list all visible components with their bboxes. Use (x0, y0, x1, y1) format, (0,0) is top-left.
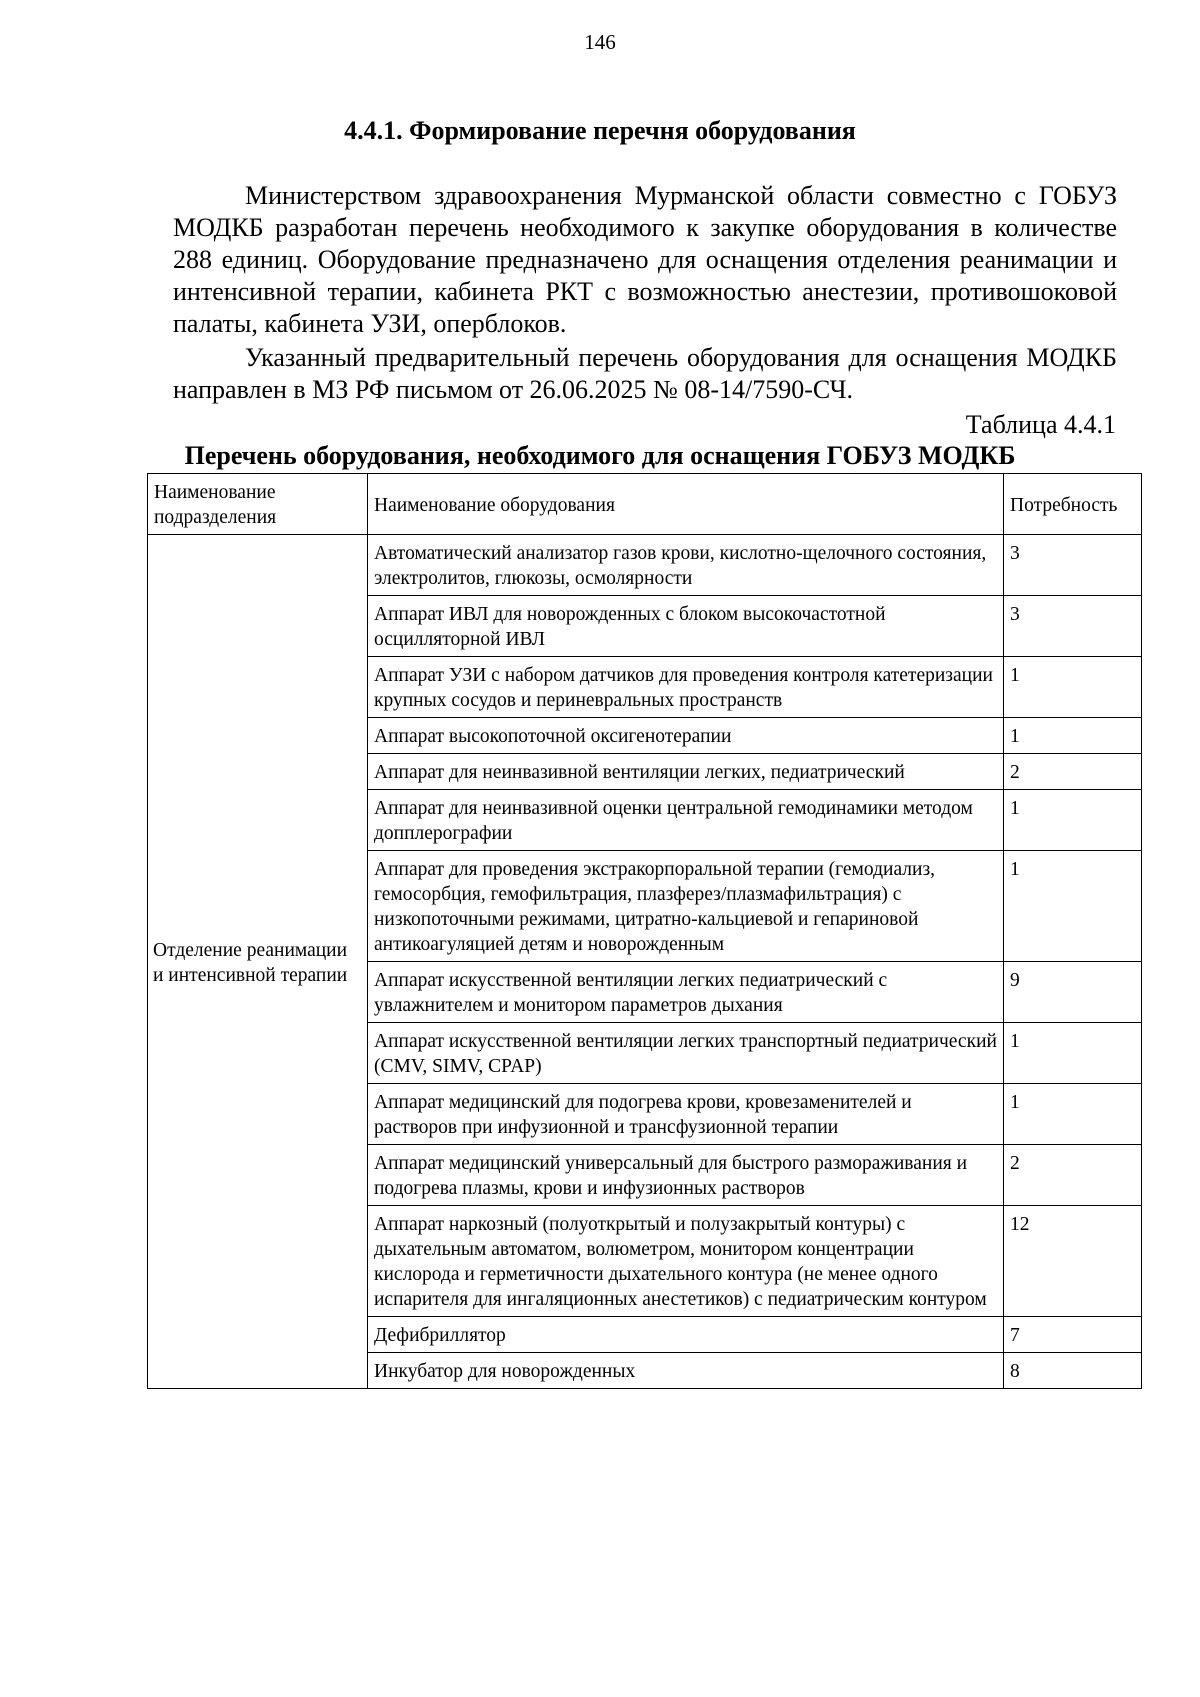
equipment-name-cell: Аппарат медицинский для подогрева крови, кровезаменителей и растворов при инфузионной и трансфузионной терапии (368, 1084, 1004, 1145)
need-cell: 2 (1004, 754, 1142, 790)
equipment-name-cell: Аппарат для проведения экстракорпоральной терапии (гемодиализ, гемосорбция, гемофильтрация, плазферез/плазмафильтрация) с низкопоточными режимами, цитратно-кальциевой и гепариновой антикоагуляцией детям и новорожденным (368, 851, 1004, 962)
need-cell: 1 (1004, 851, 1142, 962)
need-cell: 1 (1004, 718, 1142, 754)
need-cell: 8 (1004, 1353, 1142, 1389)
equipment-name-cell: Аппарат ИВЛ для новорожденных с блоком высокочастотной осцилляторной ИВЛ (368, 596, 1004, 657)
equipment-name-cell: Автоматический анализатор газов крови, кислотно-щелочного состояния, электролитов, глюкозы, осмолярности (368, 535, 1004, 596)
need-cell: 1 (1004, 790, 1142, 851)
header-department: Наименование подразделения (148, 474, 368, 535)
equipment-name-cell: Аппарат медицинский универсальный для быстрого размораживания и подогрева плазмы, крови и инфузионных растворов (368, 1145, 1004, 1206)
need-cell: 1 (1004, 1023, 1142, 1084)
equipment-table-body (148, 474, 1142, 1389)
equipment-name-cell: Аппарат для неинвазивной оценки центральной гемодинамики методом допплерографии (368, 790, 1004, 851)
page-number: 146 (584, 30, 616, 54)
equipment-name-cell: Аппарат искусственной вентиляции легких педиатрический с увлажнителем и монитором параметров дыхания (368, 962, 1004, 1023)
need-cell: 12 (1004, 1206, 1142, 1317)
need-cell: 2 (1004, 1145, 1142, 1206)
equipment-name-cell: Аппарат для неинвазивной вентиляции легких, педиатрический (368, 754, 1004, 790)
table-title: Перечень оборудования, необходимого для оснащения ГОБУЗ МОДКБ (184, 441, 1016, 470)
paragraph-2: Указанный предварительный перечень оборудования для оснащения МОДКБ направлен в МЗ РФ письмом от 26.06.2025 № 08-14/7590-СЧ. (173, 343, 1117, 404)
paragraph-1: Министерством здравоохранения Мурманской области совместно с ГОБУЗ МОДКБ разработан перечень необходимого к закупке оборудования в количестве 288 единиц. Оборудование предназначено для оснащения отделения реанимации и интенсивной терапии, кабинета РКТ с возможностью анестезии, противошоковой палаты, кабинета УЗИ, оперблоков. (173, 181, 1117, 338)
equipment-name-cell: Аппарат высокопоточной оксигенотерапии (368, 718, 1004, 754)
equipment-name-cell: Дефибриллятор (368, 1317, 1004, 1353)
header-equipment: Наименование оборудования (368, 474, 1004, 535)
need-cell: 1 (1004, 1084, 1142, 1145)
need-cell: 7 (1004, 1317, 1142, 1353)
equipment-table (147, 473, 1142, 1389)
need-cell: 9 (1004, 962, 1142, 1023)
equipment-name-cell: Инкубатор для новорожденных (368, 1353, 1004, 1389)
table-header-row (148, 474, 1142, 535)
need-cell: 3 (1004, 596, 1142, 657)
table-row (148, 535, 1142, 596)
department-cell: Отделение реанимации и интенсивной терапии (148, 535, 368, 1389)
table-label: Таблица 4.4.1 (965, 410, 1116, 439)
section-heading: 4.4.1. Формирование перечня оборудования (344, 116, 856, 145)
header-need: Потребность (1004, 474, 1142, 535)
need-cell: 1 (1004, 657, 1142, 718)
equipment-name-cell: Аппарат наркозный (полуоткрытый и полузакрытый контуры) с дыхательным автоматом, волюметром, монитором концентрации кислорода и герметичности дыхательного контура (не менее одного испарителя для ингаляционных анестетиков) с педиатрическим контуром (368, 1206, 1004, 1317)
equipment-name-cell: Аппарат искусственной вентиляции легких транспортный педиатрический (CMV, SIMV, CPAP) (368, 1023, 1004, 1084)
need-cell: 3 (1004, 535, 1142, 596)
equipment-name-cell: Аппарат УЗИ с набором датчиков для проведения контроля катетеризации крупных сосудов и периневральных пространств (368, 657, 1004, 718)
